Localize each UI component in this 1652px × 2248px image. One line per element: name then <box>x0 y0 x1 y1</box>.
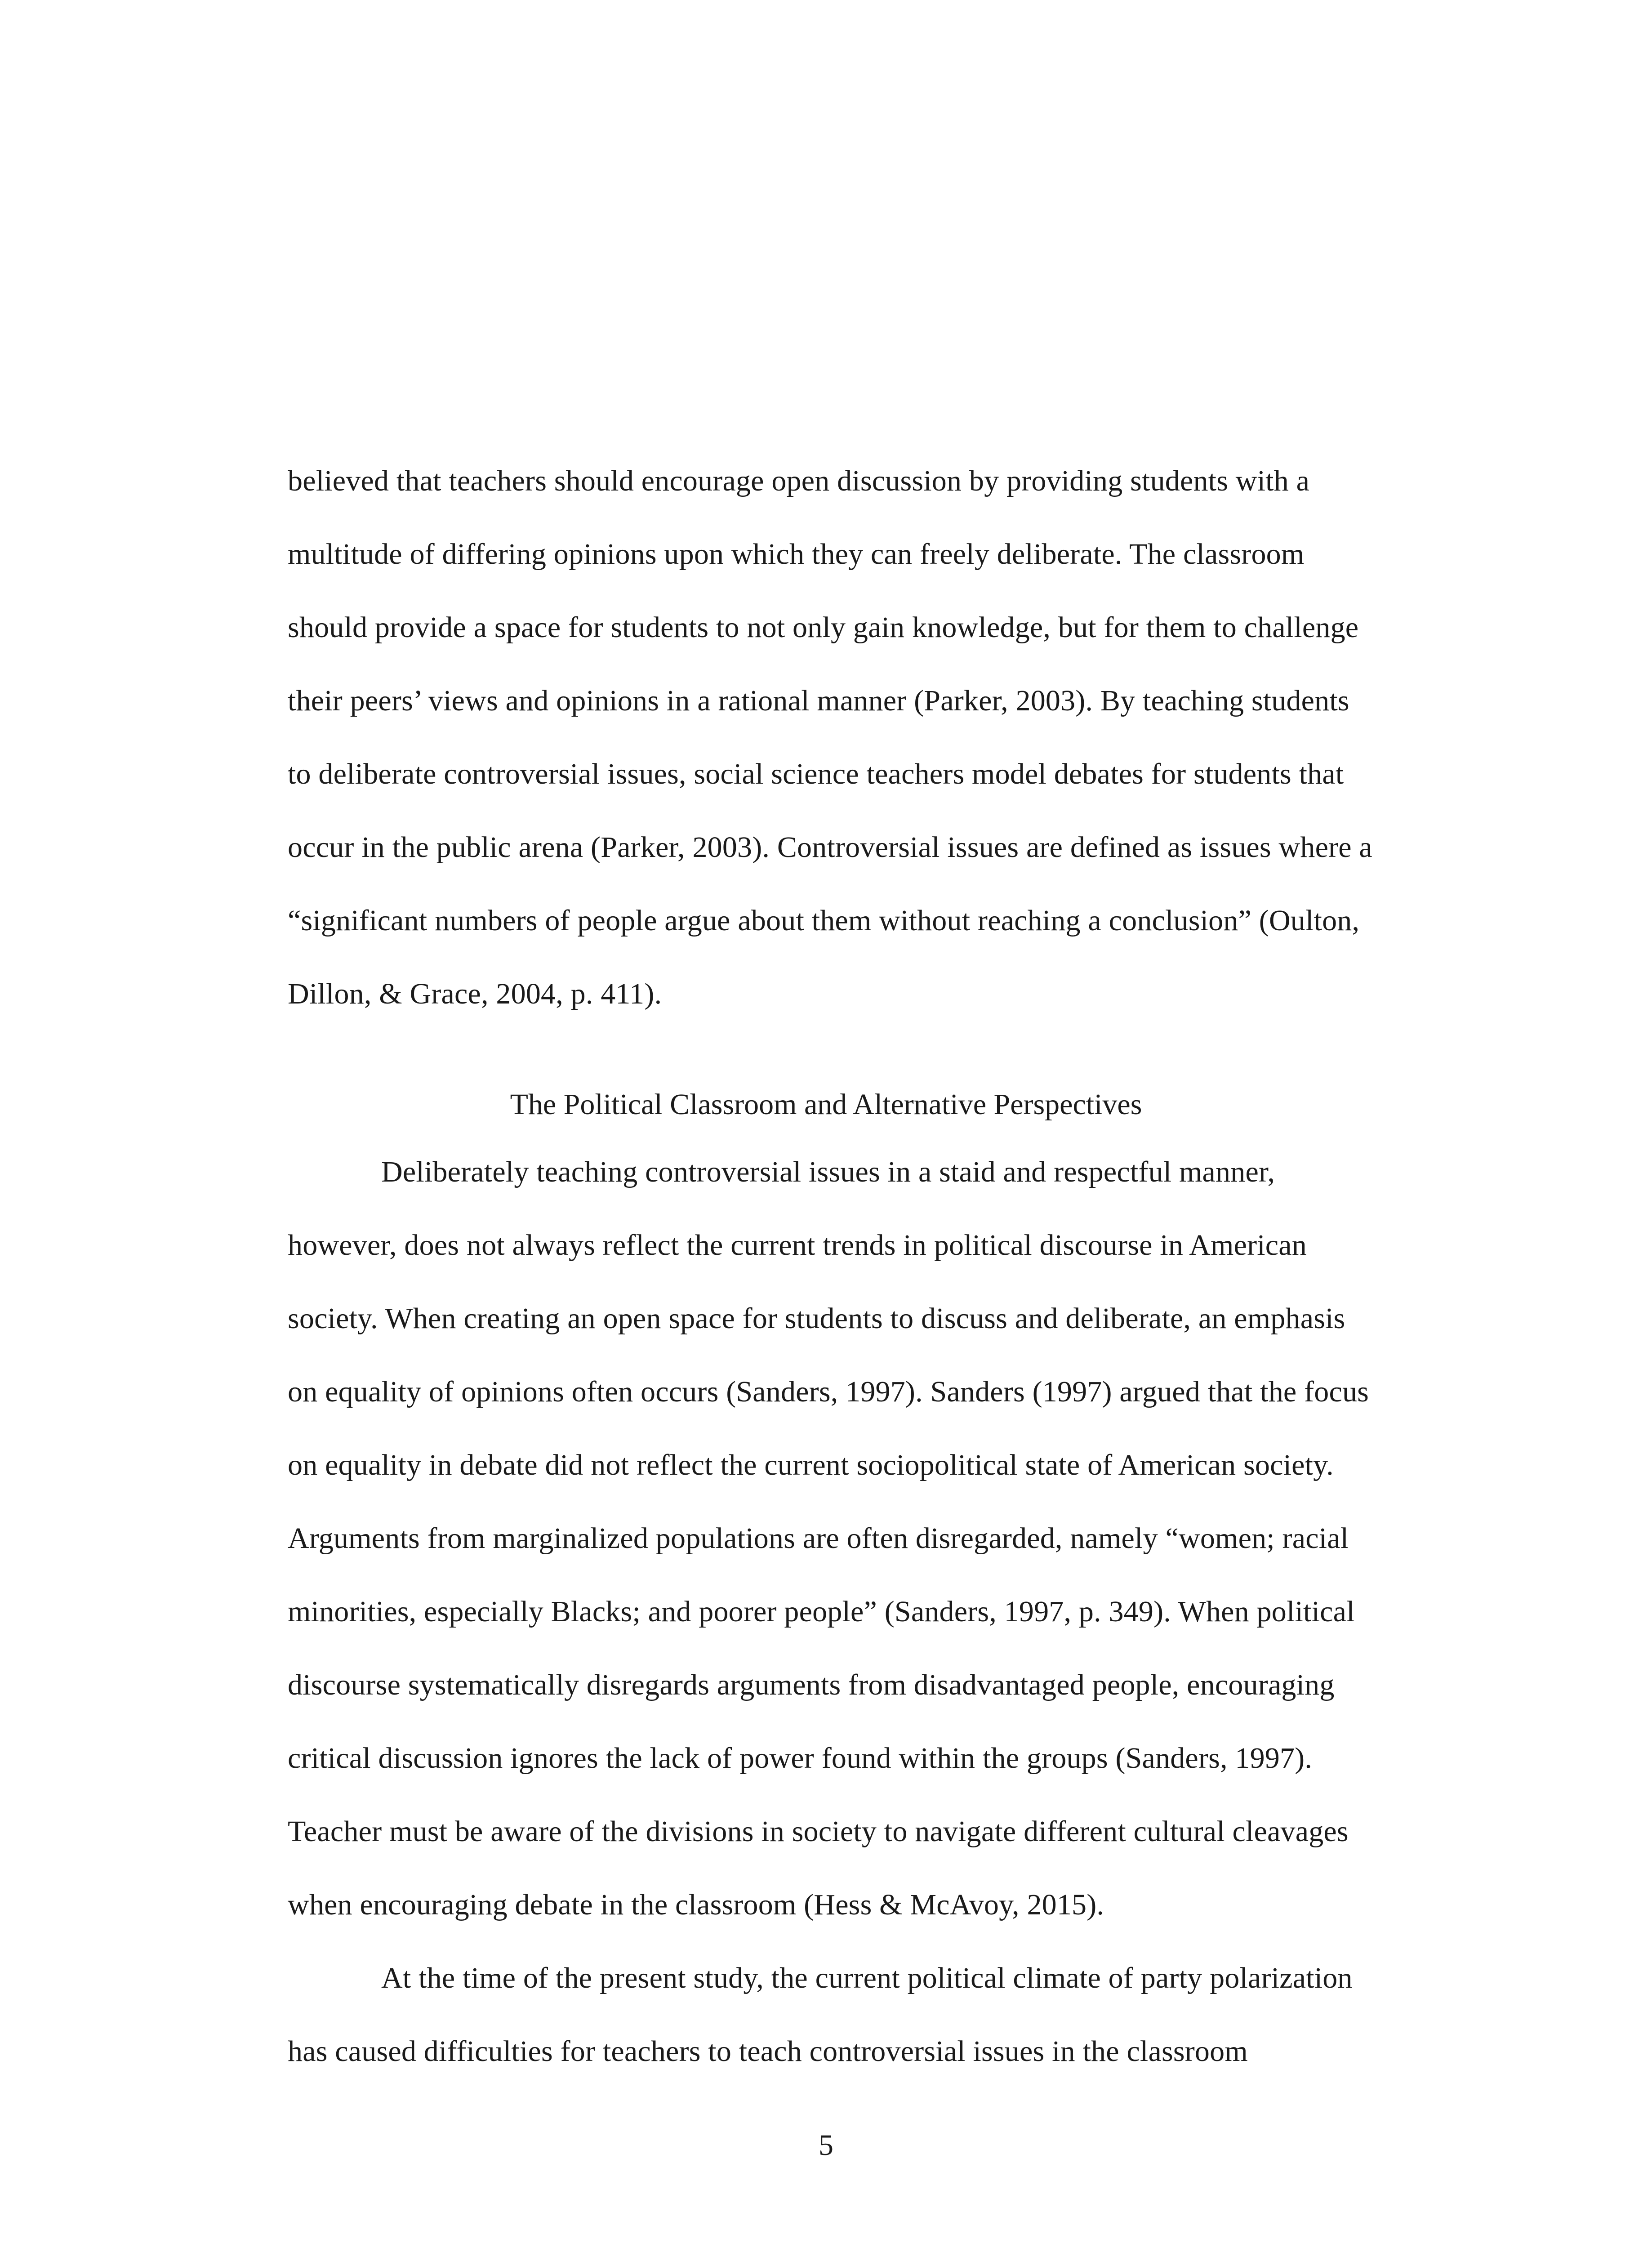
text-line: discourse systematically disregards arguments from disadvantaged people, encouraging <box>288 1668 1335 1701</box>
text-line: society. When creating an open space for students to discuss and deliberate, an emphasis <box>288 1302 1345 1335</box>
text-line: should provide a space for students to not only gain knowledge, but for them to challenge <box>288 611 1359 644</box>
text-line: minorities, especially Blacks; and poorer people” (Sanders, 1997, p. 349). When political <box>288 1595 1355 1628</box>
text-line: Dillon, & Grace, 2004, p. 411). <box>288 977 662 1010</box>
text-line: on equality in debate did not reflect the current sociopolitical state of American society. <box>288 1449 1334 1481</box>
text-line: occur in the public arena (Parker, 2003). Controversial issues are defined as issues where a <box>288 831 1372 864</box>
section-heading: The Political Classroom and Alternative Perspectives <box>510 1088 1142 1121</box>
text-line: Deliberately teaching controversial issues in a staid and respectful manner, <box>381 1155 1275 1188</box>
text-line: to deliberate controversial issues, social science teachers model debates for students that <box>288 758 1344 790</box>
text-line: when encouraging debate in the classroom (Hess & McAvoy, 2015). <box>288 1888 1104 1921</box>
text-line: Arguments from marginalized populations are often disregarded, namely “women; racial <box>288 1522 1349 1555</box>
text-line: critical discussion ignores the lack of power found within the groups (Sanders, 1997). <box>288 1742 1313 1775</box>
text-line: on equality of opinions often occurs (Sanders, 1997). Sanders (1997) argued that the focus <box>288 1375 1369 1408</box>
text-line: Teacher must be aware of the divisions in society to navigate different cultural cleavages <box>288 1815 1349 1848</box>
text-line: At the time of the present study, the current political climate of party polarization <box>381 1962 1353 1994</box>
text-line: “significant numbers of people argue about them without reaching a conclusion” (Oulton, <box>288 904 1360 937</box>
text-line: has caused difficulties for teachers to teach controversial issues in the classroom <box>288 2035 1248 2068</box>
page-number: 5 <box>819 2129 833 2162</box>
text-line: their peers’ views and opinions in a rational manner (Parker, 2003). By teaching students <box>288 684 1349 717</box>
text-line: multitude of differing opinions upon which they can freely deliberate. The classroom <box>288 538 1305 571</box>
text-line: however, does not always reflect the current trends in political discourse in American <box>288 1229 1307 1262</box>
text-line: believed that teachers should encourage open discussion by providing students with a <box>288 464 1310 497</box>
